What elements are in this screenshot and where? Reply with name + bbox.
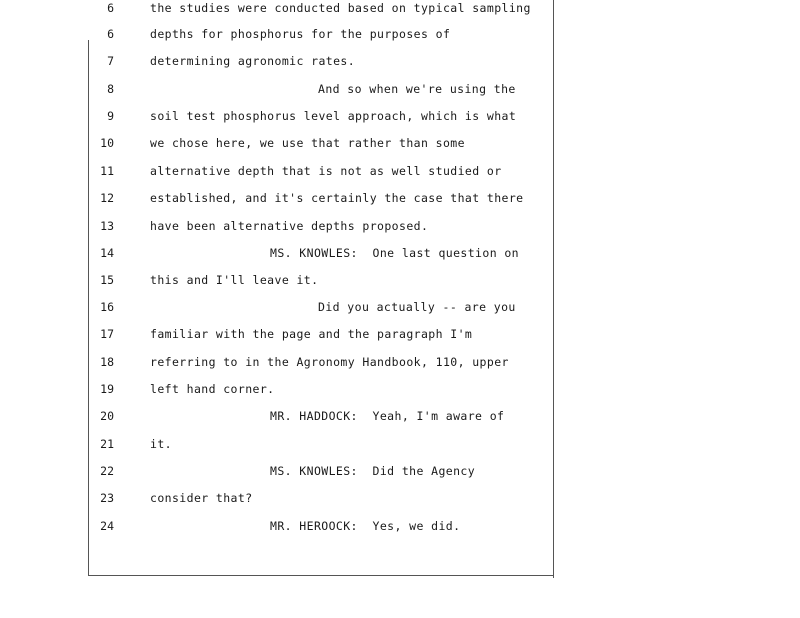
line-number: 21 — [100, 437, 114, 451]
transcript-line — [0, 516, 560, 536]
transcript-line — [0, 0, 560, 18]
line-text: consider that? — [150, 491, 253, 505]
line-number: 23 — [100, 491, 114, 505]
transcript-line — [0, 434, 560, 454]
line-number: 10 — [100, 136, 114, 150]
transcript-line — [0, 24, 560, 44]
transcript-line — [0, 79, 560, 99]
page-border-bottom — [88, 575, 554, 576]
transcript-line — [0, 324, 560, 344]
line-text: MR. HEROOCK: Yes, we did. — [270, 519, 461, 533]
transcript-line — [0, 188, 560, 208]
line-text: we chose here, we use that rather than some — [150, 136, 465, 150]
transcript-line — [0, 488, 560, 508]
line-number: 15 — [100, 273, 114, 287]
line-text: it. — [150, 437, 172, 451]
line-text: determining agronomic rates. — [150, 54, 356, 68]
line-number: 6 — [107, 27, 114, 41]
transcript-line — [0, 243, 560, 263]
line-number: 11 — [100, 164, 114, 178]
line-number: 18 — [100, 355, 114, 369]
line-number: 19 — [100, 382, 114, 396]
line-number: 17 — [100, 327, 114, 341]
line-number: 13 — [100, 219, 114, 233]
transcript-line — [0, 216, 560, 236]
line-text: left hand corner. — [150, 382, 275, 396]
line-number: 8 — [107, 82, 114, 96]
line-text: have been alternative depths proposed. — [150, 219, 429, 233]
line-text: Did you actually -- are you — [318, 300, 516, 314]
line-text: referring to in the Agronomy Handbook, 110, upper — [150, 355, 509, 369]
transcript-line — [0, 133, 560, 153]
transcript-line — [0, 270, 560, 290]
line-text: the studies were conducted based on typical sampling — [150, 1, 531, 15]
line-number: 6 — [107, 1, 114, 15]
line-text: MS. KNOWLES: One last question on — [270, 246, 520, 260]
transcript-line — [0, 161, 560, 181]
transcript-line — [0, 51, 560, 71]
line-number: 12 — [100, 191, 114, 205]
line-number: 16 — [100, 300, 114, 314]
line-text: alternative depth that is not as well studied or — [150, 164, 502, 178]
line-text: MS. KNOWLES: Did the Agency — [270, 464, 476, 478]
transcript-line — [0, 352, 560, 372]
transcript-line — [0, 106, 560, 126]
line-number: 14 — [100, 246, 114, 260]
line-number: 20 — [100, 409, 114, 423]
line-text: this and I'll leave it. — [150, 273, 319, 287]
transcript-line — [0, 461, 560, 481]
line-text: MR. HADDOCK: Yeah, I'm aware of — [270, 409, 505, 423]
line-text: depths for phosphorus for the purposes of — [150, 27, 451, 41]
transcript-line — [0, 379, 560, 399]
line-number: 7 — [107, 54, 114, 68]
transcript-line — [0, 297, 560, 317]
line-text: soil test phosphorus level approach, which is what — [150, 109, 517, 123]
line-number: 9 — [107, 109, 114, 123]
line-text: familiar with the page and the paragraph I'm — [150, 327, 473, 341]
line-text: And so when we're using the — [318, 82, 516, 96]
line-number: 24 — [100, 519, 114, 533]
line-number: 22 — [100, 464, 114, 478]
transcript-line — [0, 406, 560, 426]
line-text: established, and it's certainly the case that there — [150, 191, 524, 205]
